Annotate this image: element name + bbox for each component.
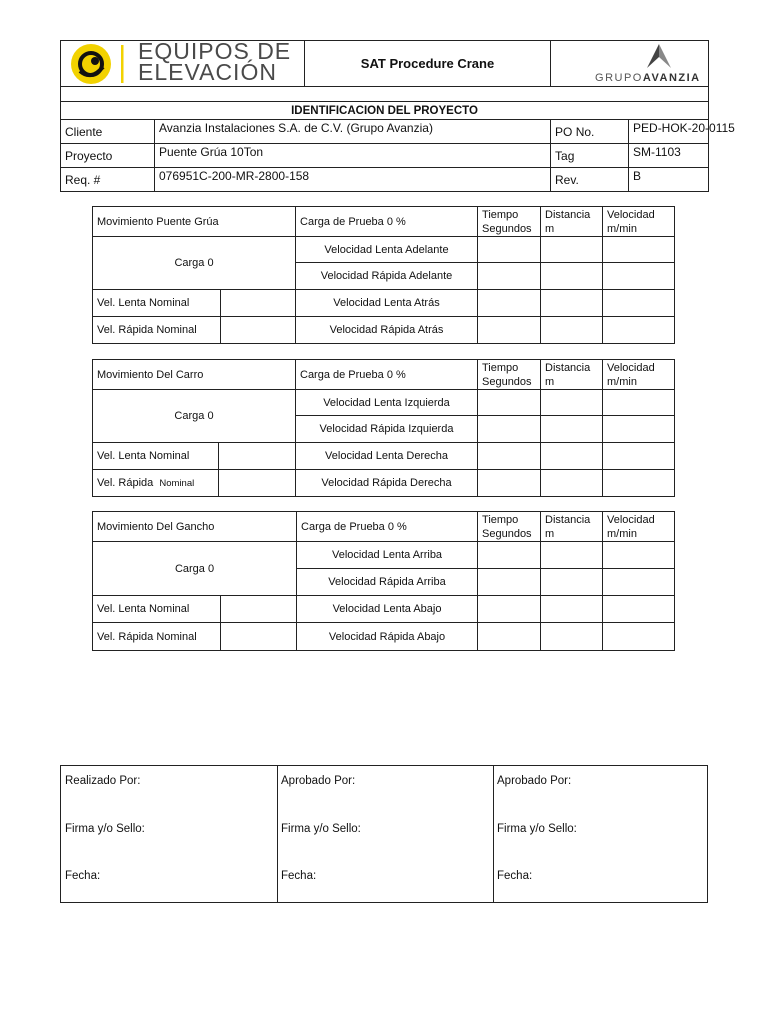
distance-cell[interactable] <box>541 317 603 344</box>
nominal-fast-label <box>93 470 219 497</box>
distance-cell[interactable] <box>541 542 603 569</box>
client-label: Cliente <box>61 120 155 144</box>
speed-cell[interactable] <box>603 623 675 651</box>
date-label: Fecha: <box>497 870 533 882</box>
speed-row-label: Velocidad Rápida Derecha <box>296 470 478 497</box>
time-cell[interactable] <box>478 290 541 317</box>
distance-header <box>541 207 603 237</box>
speed-cell[interactable] <box>603 542 675 569</box>
load-label: Carga 0 <box>93 390 296 443</box>
signature-block <box>60 765 708 903</box>
load-label: Carga 0 <box>93 237 296 290</box>
distance-cell[interactable] <box>541 290 603 317</box>
brand-text-avanzia: AVANZIA <box>642 72 701 84</box>
tag-label: Tag <box>551 144 629 168</box>
distance-header-line1: Distancia <box>545 514 591 526</box>
signature-label: Firma y/o Sello: <box>65 823 145 835</box>
nominal-slow-label: Vel. Lenta Nominal <box>93 596 221 623</box>
speed-cell[interactable] <box>603 596 675 623</box>
time-cell[interactable] <box>478 542 541 569</box>
test-load-label: Carga de Prueba 0 % <box>296 207 478 237</box>
project-label: Proyecto <box>61 144 155 168</box>
company-logo <box>61 38 305 87</box>
nominal-slow-value[interactable] <box>221 596 297 623</box>
nominal-slow-label: Vel. Lenta Nominal <box>93 290 221 317</box>
rev-label: Rev. <box>551 168 629 192</box>
approved-by-label: Aprobado Por: <box>497 775 572 787</box>
signature-column-3 <box>493 766 707 902</box>
nominal-fast-label <box>93 623 221 651</box>
logo-line-1: EQUIPOS DE <box>138 38 292 64</box>
time-cell[interactable] <box>478 470 541 497</box>
speed-row-label: Velocidad Lenta Atrás <box>296 290 478 317</box>
speed-cell[interactable] <box>603 470 675 497</box>
date-label: Fecha: <box>281 870 317 882</box>
time-cell[interactable] <box>478 569 541 596</box>
time-header <box>478 207 541 237</box>
nominal-fast-value[interactable] <box>219 470 296 497</box>
speed-header-line1: Velocidad <box>607 209 655 221</box>
date-label: Fecha: <box>65 870 101 882</box>
test-load-label: Carga de Prueba 0 % <box>296 360 478 390</box>
distance-cell[interactable] <box>541 416 603 443</box>
brand-text-grupo: GRUPO <box>595 72 643 84</box>
po-value: PED-HOK-20-0115 <box>629 120 709 144</box>
movement-title: Movimiento Del Carro <box>93 360 296 390</box>
speed-row-label: Velocidad Rápida Arriba <box>297 569 478 596</box>
speed-header <box>603 360 675 390</box>
time-header-line2: Segundos <box>482 528 532 540</box>
speed-cell[interactable] <box>603 569 675 596</box>
distance-cell[interactable] <box>541 596 603 623</box>
distance-cell[interactable] <box>541 390 603 416</box>
movement-title: Movimiento Del Gancho <box>93 512 297 542</box>
client-value: Avanzia Instalaciones S.A. de C.V. (Grupo Avanzia) <box>155 120 551 144</box>
distance-header-line2: m <box>545 376 555 388</box>
avanzia-triangle-icon <box>639 43 679 69</box>
speed-header-line2: m/min <box>607 223 637 235</box>
time-cell[interactable] <box>478 596 541 623</box>
speed-row-label: Velocidad Rápida Atrás <box>296 317 478 344</box>
speed-header-line1: Velocidad <box>607 362 655 374</box>
test-load-label: Carga de Prueba 0 % <box>297 512 478 542</box>
req-label: Req. # <box>61 168 155 192</box>
logo-line-2: ELEVACIÓN <box>138 59 277 85</box>
time-header <box>478 512 541 542</box>
speed-header <box>603 512 675 542</box>
time-cell[interactable] <box>478 390 541 416</box>
speed-row-label: Velocidad Rápida Adelante <box>296 263 478 290</box>
speed-header-line1: Velocidad <box>607 514 655 526</box>
nominal-fast-value[interactable] <box>221 623 297 651</box>
speed-cell[interactable] <box>603 317 675 344</box>
signature-label: Firma y/o Sello: <box>497 823 577 835</box>
distance-cell[interactable] <box>541 470 603 497</box>
distance-header-line2: m <box>545 223 555 235</box>
speed-row-label: Velocidad Lenta Abajo <box>297 596 478 623</box>
time-cell[interactable] <box>478 317 541 344</box>
speed-cell[interactable] <box>603 237 675 263</box>
speed-cell[interactable] <box>603 443 675 470</box>
distance-header <box>541 360 603 390</box>
distance-header-line1: Distancia <box>545 362 591 374</box>
time-header-line1: Tiempo <box>482 209 519 221</box>
speed-row-label: Velocidad Rápida Izquierda <box>296 416 478 443</box>
distance-cell[interactable] <box>541 623 603 651</box>
distance-cell[interactable] <box>541 443 603 470</box>
distance-cell[interactable] <box>541 569 603 596</box>
brand-logo <box>551 41 709 87</box>
speed-cell[interactable] <box>603 390 675 416</box>
signature-column-2 <box>277 766 494 902</box>
req-value: 076951C-200-MR-2800-158 <box>155 168 551 192</box>
performed-by-label: Realizado Por: <box>65 775 141 787</box>
project-value: Puente Grúa 10Ton <box>155 144 551 168</box>
time-header-line1: Tiempo <box>482 514 519 526</box>
nominal-fast-label-text: Vel. Rápida Nominal <box>97 324 197 336</box>
time-cell[interactable] <box>478 237 541 263</box>
nominal-slow-value[interactable] <box>219 443 296 470</box>
signature-column-1 <box>61 766 278 902</box>
nominal-fast-value[interactable] <box>221 317 296 344</box>
nominal-slow-label: Vel. Lenta Nominal <box>93 443 219 470</box>
nominal-fast-label <box>93 317 221 344</box>
header-spacer-row <box>61 87 709 102</box>
time-cell[interactable] <box>478 443 541 470</box>
nominal-fast-label-small: Nominal <box>159 478 195 489</box>
motion-table-hook <box>92 511 675 651</box>
time-cell[interactable] <box>478 623 541 651</box>
time-cell[interactable] <box>478 263 541 290</box>
time-header-line2: Segundos <box>482 376 532 388</box>
section-title: IDENTIFICACION DEL PROYECTO <box>61 102 709 120</box>
speed-row-label: Velocidad Lenta Derecha <box>296 443 478 470</box>
signature-label: Firma y/o Sello: <box>281 823 361 835</box>
nominal-fast-label-text: Vel. Rápida Nominal <box>97 630 197 643</box>
approved-by-label: Aprobado Por: <box>281 775 356 787</box>
time-cell[interactable] <box>478 416 541 443</box>
speed-row-label: Velocidad Lenta Adelante <box>296 237 478 263</box>
distance-header-line1: Distancia <box>545 209 591 221</box>
speed-header-line2: m/min <box>607 528 637 540</box>
distance-cell[interactable] <box>541 263 603 290</box>
nominal-fast-label-text: Vel. Rápida <box>97 477 154 489</box>
project-header <box>60 38 735 192</box>
distance-header-line2: m <box>545 528 555 540</box>
distance-cell[interactable] <box>541 237 603 263</box>
time-header <box>478 360 541 390</box>
time-header-line1: Tiempo <box>482 362 519 374</box>
speed-row-label: Velocidad Lenta Arriba <box>297 542 478 569</box>
time-header-line2: Segundos <box>482 223 532 235</box>
distance-header <box>541 512 603 542</box>
nominal-slow-value[interactable] <box>221 290 296 317</box>
motion-table-trolley <box>92 359 675 497</box>
movement-title: Movimiento Puente Grúa <box>93 207 296 237</box>
document-title: SAT Procedure Crane <box>305 41 551 87</box>
speed-row-label: Velocidad Lenta Izquierda <box>296 390 478 416</box>
tag-value: SM-1103 <box>629 144 709 168</box>
speed-header-line2: m/min <box>607 376 637 388</box>
load-label: Carga 0 <box>93 542 297 596</box>
motion-table-bridge <box>92 206 675 344</box>
speed-cell[interactable] <box>603 263 675 290</box>
po-label: PO No. <box>551 120 629 144</box>
rev-value: B <box>629 168 709 192</box>
speed-cell[interactable] <box>603 416 675 443</box>
speed-row-label: Velocidad Rápida Abajo <box>297 623 478 651</box>
speed-header <box>603 207 675 237</box>
speed-cell[interactable] <box>603 290 675 317</box>
